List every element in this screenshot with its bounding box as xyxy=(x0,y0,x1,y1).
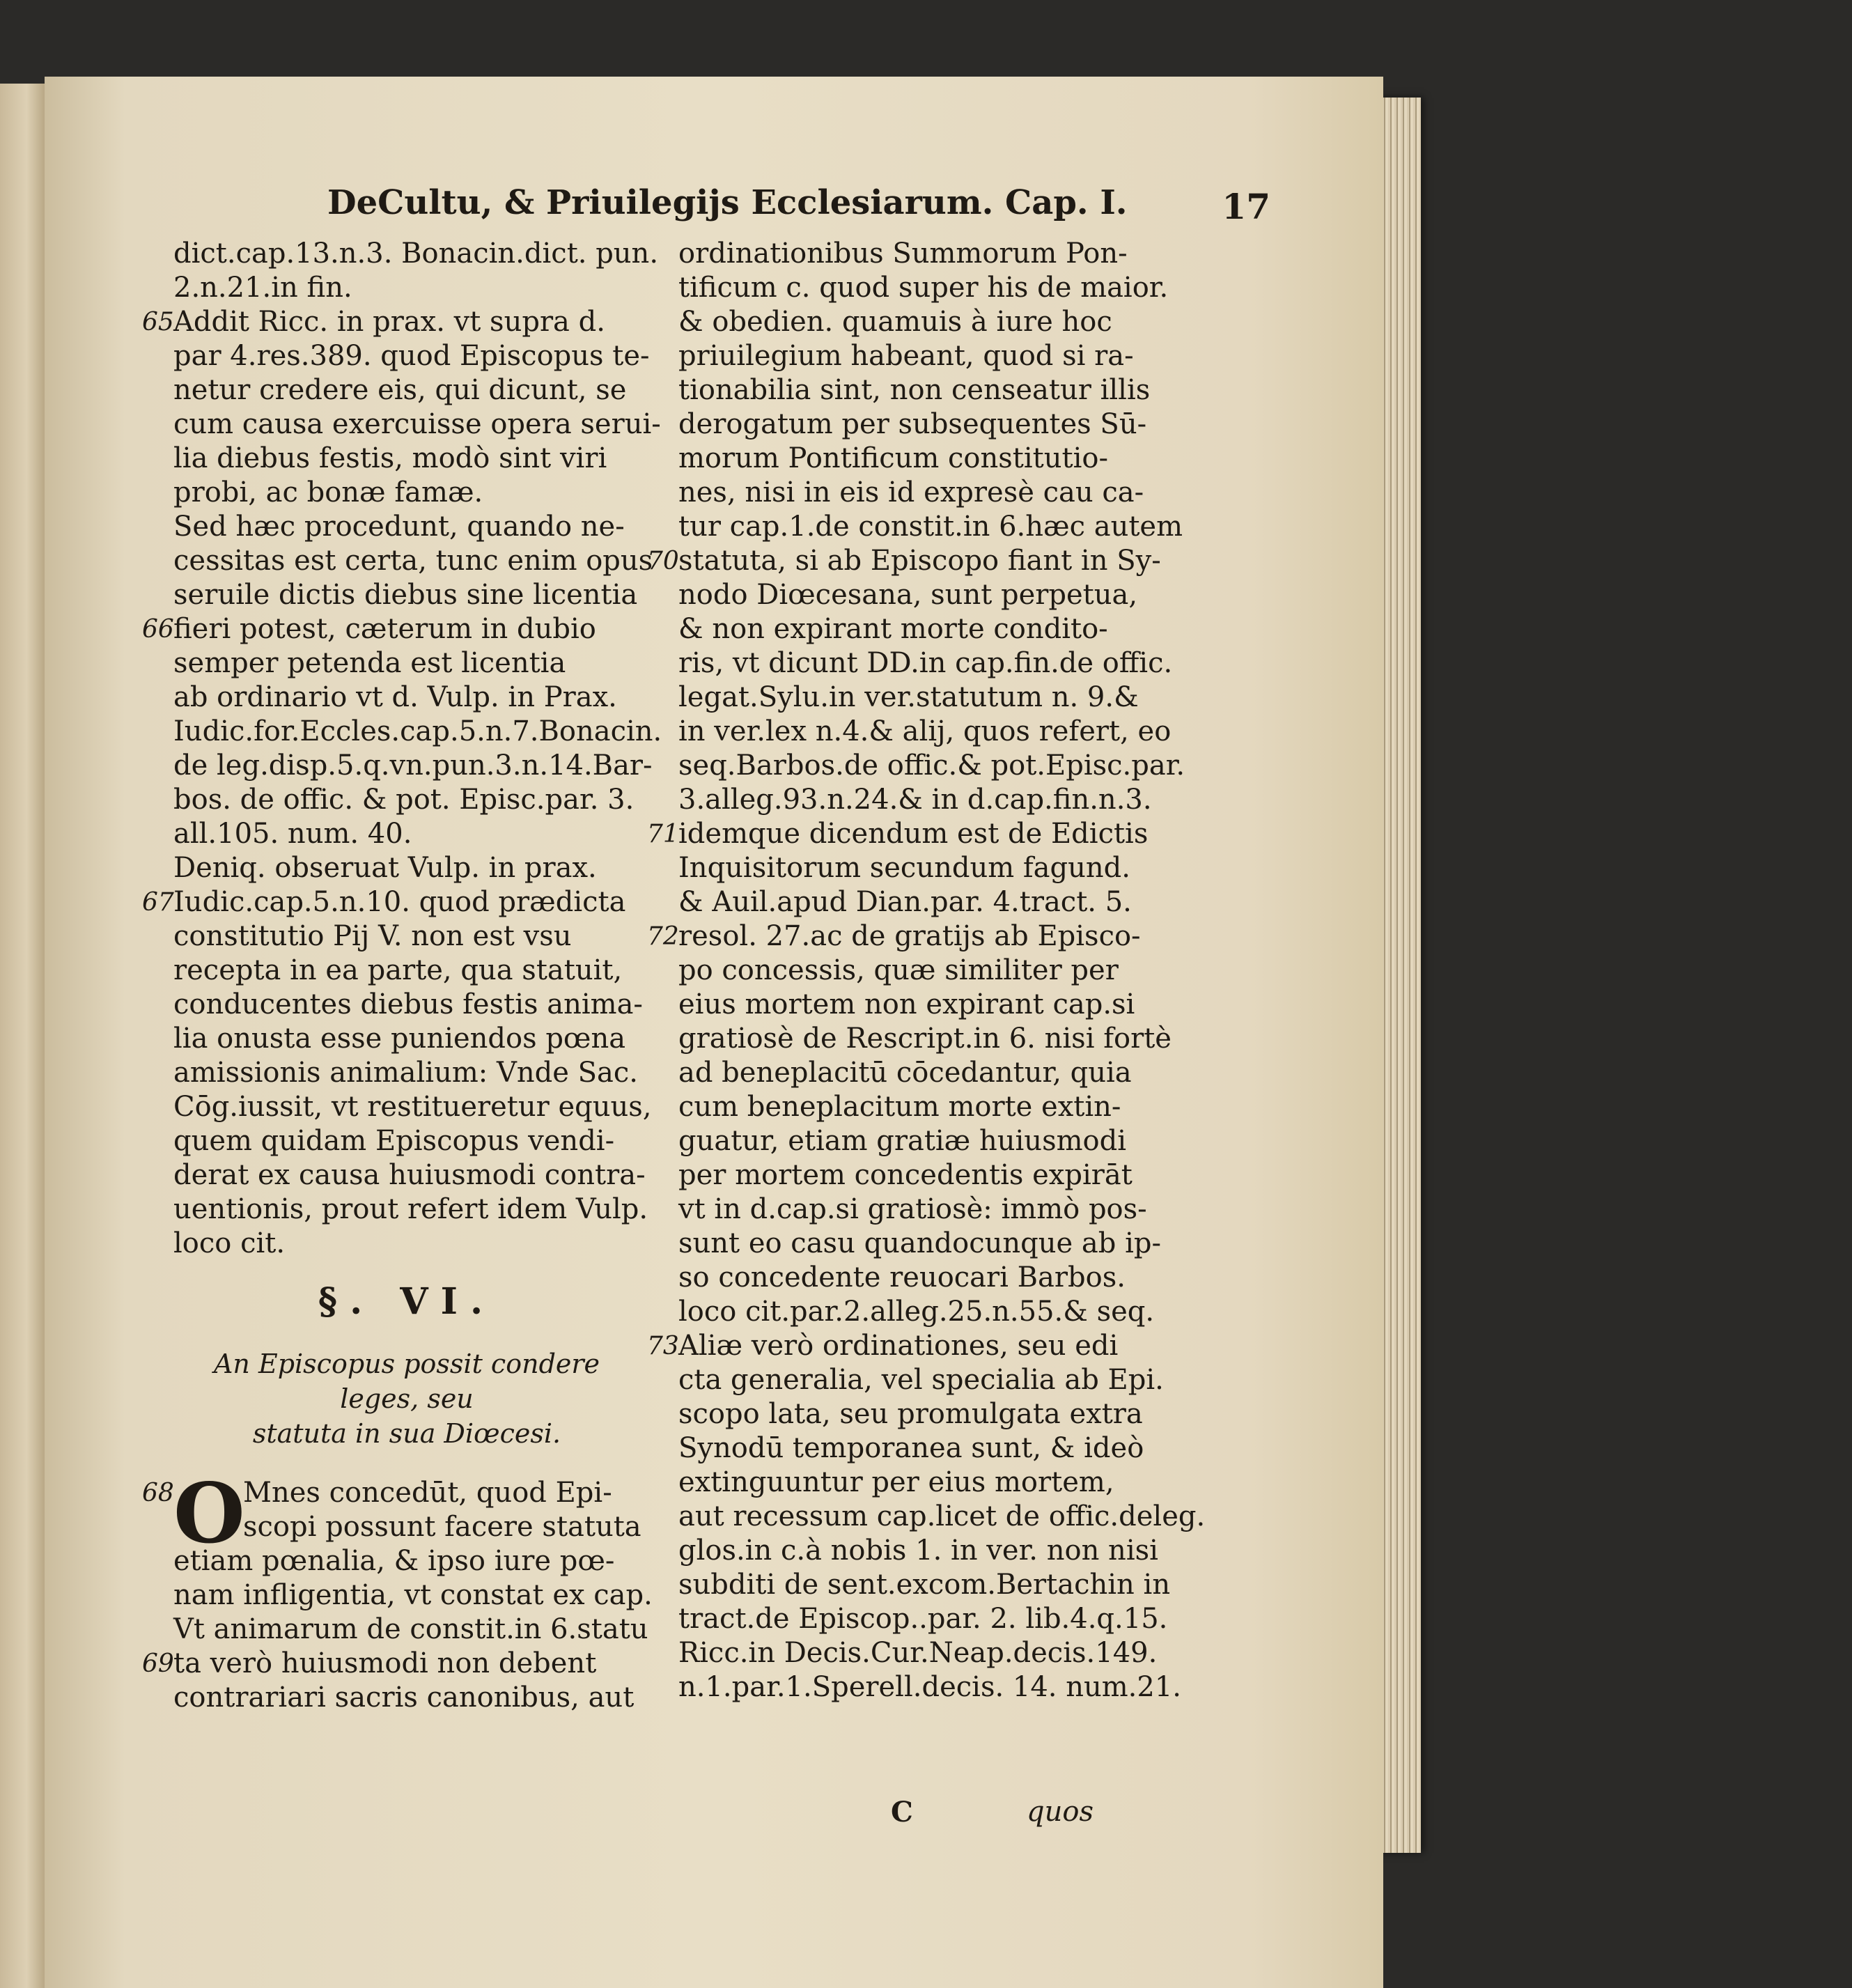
text-line xyxy=(173,817,640,851)
drop-capital: O xyxy=(173,1465,245,1562)
text-line xyxy=(173,1613,648,1647)
text-line xyxy=(173,1510,640,1544)
line-text: cum causa exercuisse opera serui- xyxy=(173,408,661,440)
text-line xyxy=(678,1534,1158,1568)
line-text: loco cit.par.2.alleg.25.n.55.& seq. xyxy=(678,1296,1155,1328)
question-heading xyxy=(173,1346,640,1451)
text-line xyxy=(678,1670,1182,1704)
text-line xyxy=(678,510,1183,544)
line-text: in ver.lex n.4.& alij, quos refert, eo xyxy=(678,715,1172,747)
text-line xyxy=(142,612,640,646)
text-line xyxy=(647,817,1149,851)
line-text: vt in d.cap.si gratiosè: immò pos- xyxy=(678,1193,1147,1225)
line-text: per mortem concedentis expirāt xyxy=(678,1159,1133,1191)
line-text: cum beneplacitum morte extin- xyxy=(678,1091,1121,1123)
marginal-number: 69 xyxy=(142,1649,174,1678)
marginal-number: 66 xyxy=(142,615,174,644)
line-text: constitutio Pij V. non est vsu xyxy=(173,920,572,952)
text-line xyxy=(173,954,640,988)
line-text: netur credere eis, qui dicunt, se xyxy=(173,374,627,406)
line-text: extinguuntur per eius mortem, xyxy=(678,1466,1114,1498)
text-line xyxy=(173,1578,653,1613)
text-line xyxy=(173,510,640,544)
text-line xyxy=(173,476,640,510)
line-text: probi, ac bonæ famæ. xyxy=(173,476,483,508)
text-line xyxy=(678,749,1185,783)
line-text: subditi de sent.excom.Bertachin in xyxy=(678,1569,1171,1601)
line-text: scopo lata, seu promulgata extra xyxy=(678,1398,1143,1430)
line-text: scopi possunt facere statuta xyxy=(243,1511,641,1543)
text-line xyxy=(678,1500,1206,1534)
text-line xyxy=(173,1022,640,1056)
line-text: semper petenda est licentia xyxy=(173,647,566,679)
marginal-number: 73 xyxy=(647,1332,679,1360)
line-text: lia diebus festis, modò sint viri xyxy=(173,442,607,474)
text-line xyxy=(647,1329,1138,1363)
line-text: seq.Barbos.de offic.& pot.Episc.par. xyxy=(678,750,1185,782)
text-line xyxy=(678,407,1147,442)
line-text: 3.alleg.93.n.24.& in d.cap.fin.n.3. xyxy=(678,784,1152,816)
text-line xyxy=(647,919,1141,954)
text-line xyxy=(173,1056,640,1090)
text-line xyxy=(173,988,643,1022)
text-line xyxy=(173,1681,640,1715)
line-text: Ricc.in Decis.Cur.Neap.decis.149. xyxy=(678,1637,1158,1669)
text-line xyxy=(678,681,1138,715)
line-text: etiam pœnalia, & ipso iure pœ- xyxy=(173,1545,615,1577)
line-text: Cōg.iussit, vt restitueretur equus, xyxy=(173,1091,652,1123)
line-text: & obedien. quamuis à iure hoc xyxy=(678,306,1112,338)
text-line xyxy=(678,1568,1171,1602)
line-text: tificum c. quod super his de maior. xyxy=(678,272,1169,304)
text-line xyxy=(678,1227,1161,1261)
line-text: Aliæ verò ordinationes, seu edi xyxy=(678,1330,1119,1362)
line-text: contrariari sacris canonibus, aut xyxy=(173,1682,635,1714)
line-text: fieri potest, cæterum in dubio xyxy=(173,613,596,645)
line-text: po concessis, quæ similiter per xyxy=(678,954,1119,986)
line-text: dict.cap.13.n.3. Bonacin.dict. pun. xyxy=(173,238,659,270)
text-line xyxy=(678,305,1138,339)
text-line xyxy=(678,1466,1138,1500)
text-line xyxy=(678,1602,1168,1636)
text-line xyxy=(173,578,640,612)
marginal-number: 68 xyxy=(142,1479,174,1507)
text-line xyxy=(678,954,1138,988)
text-line xyxy=(678,476,1144,510)
line-text: Sed hæc procedunt, quando ne- xyxy=(173,511,625,543)
page-number: 17 xyxy=(1222,186,1270,227)
text-line xyxy=(678,1636,1158,1670)
line-text: cta generalia, vel specialia ab Epi. xyxy=(678,1364,1164,1396)
question-line: statuta in sua Diœcesi. xyxy=(252,1418,561,1449)
line-text: so concedente reuocari Barbos. xyxy=(678,1261,1126,1294)
text-line xyxy=(173,646,640,681)
line-text: ta verò huiusmodi non debent xyxy=(173,1647,597,1679)
text-line xyxy=(678,1431,1144,1466)
line-text: nes, nisi in eis id expresè cau ca- xyxy=(678,476,1144,508)
line-text: tract.de Episcop..par. 2. lib.4.q.15. xyxy=(678,1603,1168,1635)
text-line xyxy=(678,442,1138,476)
line-text: resol. 27.ac de gratijs ab Episco- xyxy=(678,920,1141,952)
text-line xyxy=(678,1124,1138,1158)
running-head xyxy=(281,178,1270,233)
line-text: morum Pontificum constitutio- xyxy=(678,442,1108,474)
marginal-number: 72 xyxy=(647,922,679,951)
text-line xyxy=(678,783,1152,817)
text-line xyxy=(142,1476,640,1510)
text-line xyxy=(678,373,1151,407)
text-line xyxy=(678,578,1138,612)
right-column xyxy=(647,237,1206,1704)
line-text: Vt animarum de constit.in 6.statu xyxy=(173,1613,648,1645)
line-text: ris, vt dicunt DD.in cap.fin.de offic. xyxy=(678,647,1173,679)
text-line xyxy=(173,1227,640,1261)
facing-page-edge xyxy=(0,84,45,1988)
text-line xyxy=(173,851,640,885)
line-text: loco cit. xyxy=(173,1227,286,1259)
line-text: & non expirant morte condito- xyxy=(678,613,1108,645)
text-line xyxy=(678,271,1169,305)
text-line xyxy=(678,715,1172,749)
line-text: recepta in ea parte, qua statuit, xyxy=(173,954,623,986)
text-line xyxy=(678,988,1138,1022)
text-line xyxy=(678,851,1138,885)
line-text: Synodū temporanea sunt, & ideò xyxy=(678,1432,1144,1464)
text-line xyxy=(678,1158,1138,1193)
text-line xyxy=(678,612,1138,646)
line-text: par 4.res.389. quod Episcopus te- xyxy=(173,340,650,372)
text-line xyxy=(173,373,640,407)
line-text: Deniq. obseruat Vulp. in prax. xyxy=(173,852,597,884)
line-text: tionabilia sint, non censeatur illis xyxy=(678,374,1151,406)
text-line xyxy=(173,442,640,476)
marginal-number: 71 xyxy=(647,820,679,848)
text-line xyxy=(142,1647,640,1681)
line-text: lia onusta esse puniendos pœna xyxy=(173,1023,626,1055)
text-line xyxy=(678,1363,1164,1397)
signature-mark: C xyxy=(891,1796,913,1828)
catchword: quos xyxy=(1027,1796,1094,1828)
line-text: 2.n.21.in fin. xyxy=(173,272,352,304)
text-line xyxy=(173,339,650,373)
line-text: eius mortem non expirant cap.si xyxy=(678,988,1135,1020)
line-text: derat ex causa huiusmodi contra- xyxy=(173,1159,646,1191)
line-text: priuilegium habeant, quod si ra- xyxy=(678,340,1134,372)
line-text: uentionis, prout refert idem Vulp. xyxy=(173,1193,648,1225)
text-line xyxy=(173,1090,652,1124)
running-title: DeCultu, & Priuilegijs Ecclesiarum. Cap. I. xyxy=(327,183,1128,222)
line-text: Inquisitorum secundum fagund. xyxy=(678,852,1130,884)
text-line xyxy=(678,1397,1143,1431)
line-text: glos.in c.à nobis 1. in ver. non nisi xyxy=(678,1535,1158,1567)
line-text: idemque dicendum est de Edictis xyxy=(678,818,1149,850)
line-text: nam infligentia, vt constat ex cap. xyxy=(173,1579,653,1611)
text-line xyxy=(678,1295,1155,1329)
line-text: legat.Sylu.in ver.statutum n. 9.& xyxy=(678,681,1139,713)
text-line xyxy=(173,681,640,715)
text-line xyxy=(142,885,640,919)
line-text: de leg.disp.5.q.vn.pun.3.n.14.Bar- xyxy=(173,750,653,782)
text-line xyxy=(173,715,662,749)
line-text: ab ordinario vt d. Vulp. in Prax. xyxy=(173,681,617,713)
text-line xyxy=(173,407,661,442)
text-line xyxy=(678,1261,1138,1295)
text-line xyxy=(678,1056,1138,1090)
text-line xyxy=(678,237,1138,271)
line-text: derogatum per subsequentes Sū- xyxy=(678,408,1147,440)
text-line xyxy=(678,1193,1147,1227)
marginal-number: 70 xyxy=(647,547,679,575)
line-text: & Auil.apud Dian.par. 4.tract. 5. xyxy=(678,886,1132,918)
text-line xyxy=(173,1193,648,1227)
line-text: sunt eo casu quandocunque ab ip- xyxy=(678,1227,1161,1259)
line-text: n.1.par.1.Sperell.decis. 14. num.21. xyxy=(678,1671,1182,1703)
line-text: bos. de offic. & pot. Episc.par. 3. xyxy=(173,784,635,816)
line-text: cessitas est certa, tunc enim opus xyxy=(173,545,653,577)
line-text: statuta, si ab Episcopo fiant in Sy- xyxy=(678,545,1161,577)
text-line xyxy=(678,339,1138,373)
text-line xyxy=(142,305,640,339)
question-line: An Episcopus possit condere leges, seu xyxy=(213,1349,600,1414)
line-text: all.105. num. 40. xyxy=(173,818,412,850)
line-text: aut recessum cap.licet de offic.deleg. xyxy=(678,1500,1206,1532)
line-text: conducentes diebus festis anima- xyxy=(173,988,643,1020)
line-text: ad beneplacitū cōcedantur, quia xyxy=(678,1057,1132,1089)
text-line xyxy=(678,1090,1138,1124)
text-line xyxy=(678,646,1173,681)
text-line xyxy=(678,885,1138,919)
text-line xyxy=(173,783,640,817)
line-text: nodo Diœcesana, sunt perpetua, xyxy=(678,579,1138,611)
text-line xyxy=(173,919,640,954)
text-line xyxy=(173,749,653,783)
book-page xyxy=(45,77,1383,1988)
line-text: guatur, etiam gratiæ huiusmodi xyxy=(678,1125,1127,1157)
text-line xyxy=(173,1544,640,1578)
text-line xyxy=(678,1022,1172,1056)
marginal-number: 65 xyxy=(142,308,174,336)
left-column xyxy=(142,237,662,1715)
text-line xyxy=(173,1158,646,1193)
line-text: Mnes concedūt, quod Epi- xyxy=(243,1477,612,1509)
text-line xyxy=(173,1124,640,1158)
line-text: Addit Ricc. in prax. vt supra d. xyxy=(173,306,605,338)
line-text: ordinationibus Summorum Pon- xyxy=(678,238,1128,270)
line-text: tur cap.1.de constit.in 6.hæc autem xyxy=(678,511,1183,543)
line-text: Iudic.for.Eccles.cap.5.n.7.Bonacin. xyxy=(173,715,662,747)
line-text: Iudic.cap.5.n.10. quod prædicta xyxy=(173,886,626,918)
text-line xyxy=(173,544,653,578)
section-heading: §. VI. xyxy=(318,1280,496,1323)
line-text: quem quidam Episcopus vendi- xyxy=(173,1125,615,1157)
line-text: amissionis animalium: Vnde Sac. xyxy=(173,1057,638,1089)
text-line xyxy=(173,271,640,305)
marginal-number: 67 xyxy=(142,888,174,917)
line-text: gratiosè de Rescript.in 6. nisi fortè xyxy=(678,1023,1172,1055)
line-text: seruile dictis diebus sine licentia xyxy=(173,579,638,611)
text-line xyxy=(173,237,659,271)
text-line xyxy=(647,544,1161,578)
